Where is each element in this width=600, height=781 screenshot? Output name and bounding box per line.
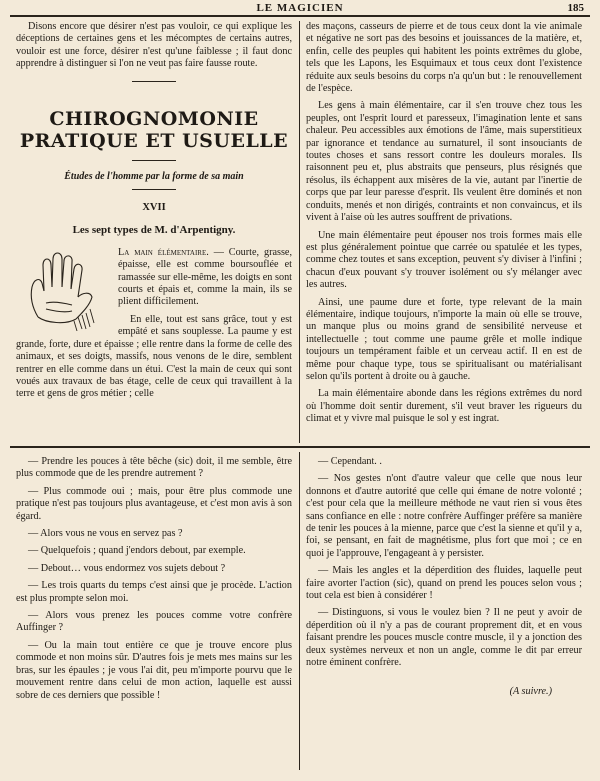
dialogue-paragraph: — Cependant. . [318,456,382,467]
journal-title: LE MAGICIEN [256,2,344,14]
dialogue-paragraph: — Alors vous ne vous en servez pas ? [28,528,183,540]
intro-divider [132,81,176,82]
dialogue-paragraph: — Les trois quarts du temps c'est ainsi que je procède. L'action est plus prompte selon moi. [16,580,292,604]
body-paragraph: Les gens à main élémentaire, car il s'en trouve chez tous les peuples, ont l'esprit lourd et paresseux, l'imagination lente et sans chaleur. Peu accessibles aux émotions de l'âme, mais superstitieux par ignorance et tendance au surnaturel, il sont insouciants de toutes choses et sans ressort contre les douleurs morales. Ils raisonnent peu et, plus abstraits que penseurs, plus résignés que résolus, ils échappent aux misères de la vie, autant par l'inertie de corps que par leur paresse d'esprit. Ils veulent être dominés et non conduits, menés et non dirigés, contraints et non convaincus, et ils vivent à l'aise où les autres souffrent de privations. [306,100,582,224]
dialogue-paragraph: — Distinguons, si vous le voulez bien ? Il ne peut y avoir de déperdition où il n'y a pas de courant proprement dit, et en vous faisant prendre les pouces muscle contre muscle, il y a jonction des deux systèmes nerveux et non un angle, comme le dit par erreur notre éminent confrère. [306,607,582,669]
bottom-left-column [16,456,292,707]
body-paragraph: La main élémentaire. — Courte, grasse, épaisse, elle est comme boursouflée et ramassée sur elle-même, les doigts en sont courts et épais et, comme la main, ils se plient difficilement. [118,246,292,308]
running-header [10,2,590,14]
top-left-column [16,21,292,406]
body-paragraph: des maçons, casseurs de pierre et de tous ceux dont la vie animale et négative ne sort pas des besoins et jouissances de la matière, et, enfin, celle des peuples qui habitent les points extrêmes du globe, tels que les Lapons, les Esquimaux et tous ceux dont l'existence réduite aux seuls besoins du corps n'a qu'un but : le renouvellement de l'espèce. [306,21,582,95]
heading-divider [132,160,176,161]
article-subheading: Études de l'homme par la forme de sa main [64,170,244,182]
type-lead: La main élémentaire. [118,246,209,258]
section-title: Les sept types de M. d'Arpentigny. [72,224,236,237]
subheading-divider [132,189,176,190]
dialogue-paragraph: — Debout… vous endormez vos sujets debout ? [28,562,226,574]
page-number: 185 [567,2,584,14]
elementary-hand-illustration [16,247,112,331]
body-paragraph: Une main élémentaire peut épouser nos trois formes mais elle est plus généralement pointue que carrée ou spatulée et les types, comme chez toutes et sans exception, peuvent s'y diviser à l'infini ; chacun d'eux pouvant s'y trouver isolément ou s'y mélanger avec les autres. [306,229,582,291]
body-paragraph: La main élémentaire abonde dans les régions extrêmes du nord où l'homme doit sentir durement, s'il veut braver les rigueurs du climat et y vivre mal puisque le sol y est ingrat. [306,388,582,425]
dialogue-paragraph: — Alors vous prenez les pouces comme votre confrère Auffinger ? [16,610,292,634]
body-paragraph: En elle, tout est sans grâce, tout y est empâté et sans souplesse. La paume y est grande, forte, dure et épaisse ; elle rentre dans la forme de celle des animaux, et ses doigts, massifs, nous venons de le dire, semblent rentrer en elle comme dans un étui. C'est la main de ceux qui sont voués aux travaux de bas étage, celle de ceux qui travaillent à la terre et gens de gros métier ; celle [16,313,292,400]
dialogue-paragraph: — Quelquefois ; quand j'endors debout, par exemple. [28,545,246,557]
article-heading: CHIROGNOMONIE PRATIQUE ET USUELLE [19,107,289,152]
dialogue-paragraph: — Plus commode oui ; mais, pour être plus commode une pratique n'est pas toujours plus avantageuse, et c'est mon avis à son égard. [16,485,292,522]
top-right-column [306,21,582,431]
column-separator-bottom [299,452,300,770]
hand-shading [74,309,94,331]
section-separator [10,446,590,448]
hand-drawing [31,253,92,323]
dialogue-paragraph: — Ou la main tout entière ce que je trouve encore plus commode et non moins sûr. D'autres fois je mets mes mains sur les bras, sur les épaules ; je vous l'ai dit, peu m'importe pourvu que le mouvement rentre dans celui de mon action, laquelle est aussi sobre de ces derniers que possible ! [16,639,292,701]
bottom-right-column [306,456,582,698]
column-separator-top [299,21,300,443]
dialogue-paragraph: — Mais les angles et la déperdition des fluides, laquelle peut faire avorter l'action (sic), quand on prend les pouces selon vous ; tout cela est bien à considérer ! [306,565,582,602]
header-rule [10,15,590,17]
section-number: XVII [142,202,166,214]
dialogue-paragraph: — Prendre les pouces à tête bêche (sic) doit, il me semble, être plus commode que de les prendre autrement ? [16,456,292,480]
intro-paragraph: Disons encore que désirer n'est pas vouloir, ce qui explique les déceptions de certaines gens et les mécomptes de certains autres, vouloir est une force, désirer n'est qu'une faiblesse ; il faut donc apprendre à distinguer si l'on ne veut pas faire fausse route. [16,21,292,70]
body-paragraph: Ainsi, une paume dure et forte, type relevant de la main élémentaire, indique toujours, n'importe la main où elle se trouve, un manque plus ou moins grand de sensibilité nerveuse et intellectuelle ; tout comme une paume grêle et molle indique toujours un tempérament faible et un cerveau actif. Il en est de même pour chaque type, tous se spiritualisant ou matérialisant selon qu'ils portent à droite ou à gauche. [306,296,582,382]
dialogue-paragraph: — Nos gestes n'ont d'autre valeur que celle que nous leur donnons et d'autre autorité que celle qui émane de notre volonté ; c'est pour cela que la meilleure méthode ne vaut rien si vous êtes sans confiance en elle : notre confrère Auffinger préfère sa manière de tenir les pouces à la mienne, parce que c'est la sienne et qu'il y a, foi, se pensant, en fait de magnétisme, plus fort que moi ; ce en quoi je l'approuve, l'engageant à y persister. [306,473,582,559]
to-be-continued: (A suivre.) [509,685,552,697]
